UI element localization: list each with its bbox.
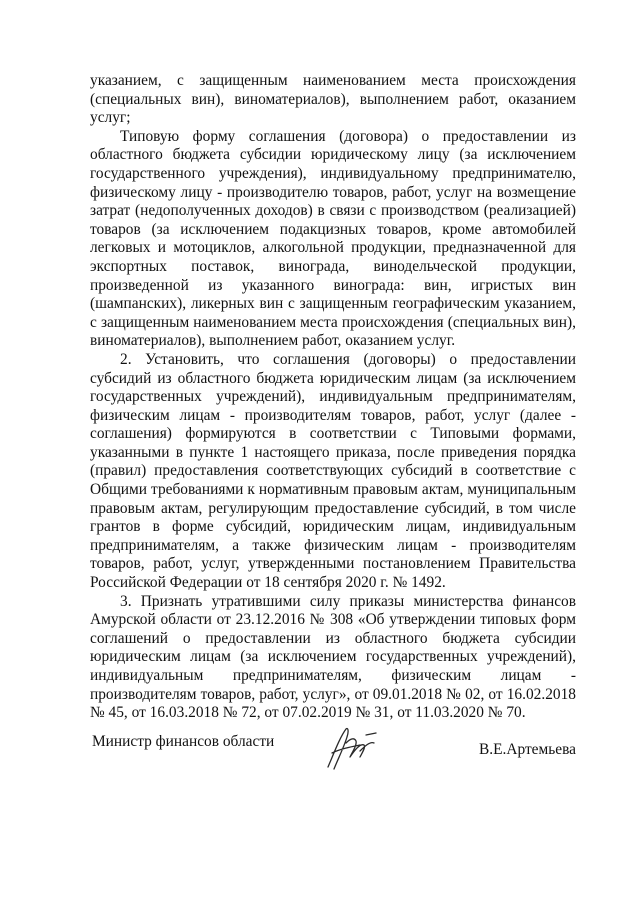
paragraph-item-2: 2. Установить, что соглашения (договоры) о предоставлении субсидий из областного бюджета юридическим лицам (за исключением государственных учреждений), индивидуальным предпринимателям, физическим лицам - производителям товаров, работ, услуг (далее - соглашения) формируются в соответствии с Типовыми формами, указанными в пункте 1 настоящего приказа, после приведения порядка (правил) предоставления соответствующих субсидий в соответствие с Общими требованиями к нормативным правовым актам, муниципальным правовым актам, регулирующим предоставление субсидий, в том числе грантов в форме субсидий, юридическим лицам, индивидуальным предпринимателям, а также физическим лицам - производителям товаров, работ, услуг, утвержденными постановлением Правительства Российской Федерации от 18 сентября 2020 г. № 1492. <box>90 350 576 592</box>
document-body <box>90 72 576 723</box>
signatory-title: Министр финансов области <box>92 733 275 750</box>
paragraph-typical-form: Типовую форму соглашения (договора) о предоставлении из областного бюджета субсидии юридическому лицу (за исключением государственного учреждения), индивидуальному предпринимателю, физическому лицу - производителю товаров, работ, услуг на возмещение затрат (недополученных доходов) в связи с производством (реализацией) товаров (за исключением подакцизных товаров, кроме автомобилей легковых и мотоциклов, алкогольной продукции, предназначенной для экспортных поставок, винограда, винодельческой продукции, произведенной из указанного винограда: вин, игристых вин (шампанских), ликерных вин с защищенным географическим указанием, с защищенным наименованием места происхождения (специальных вин), виноматериалов), выполнением работ, оказанием услуг. <box>90 127 576 350</box>
signature-block <box>0 723 640 783</box>
paragraph-continuation: указанием, с защищенным наименованием места происхождения (специальных вин), виноматериалов), выполнением работ, оказанием услуг; <box>90 72 576 127</box>
paragraph-item-3: 3. Признать утратившими силу приказы министерства финансов Амурской области от 23.12.2016 № 308 «Об утверждении типовых форм соглашений о предоставлении из областного бюджета субсидии юридическим лицам (за исключением государственных учреждений), индивидуальным предпринимателям, физическим лицам - производителям товаров, работ, услуг», от 09.01.2018 № 02, от 16.02.2018 № 45, от 16.03.2018 № 72, от 07.02.2019 № 31, от 11.03.2020 № 70. <box>90 592 576 722</box>
handwritten-signature <box>320 723 380 775</box>
signatory-name: В.Е.Артемьева <box>478 741 576 758</box>
